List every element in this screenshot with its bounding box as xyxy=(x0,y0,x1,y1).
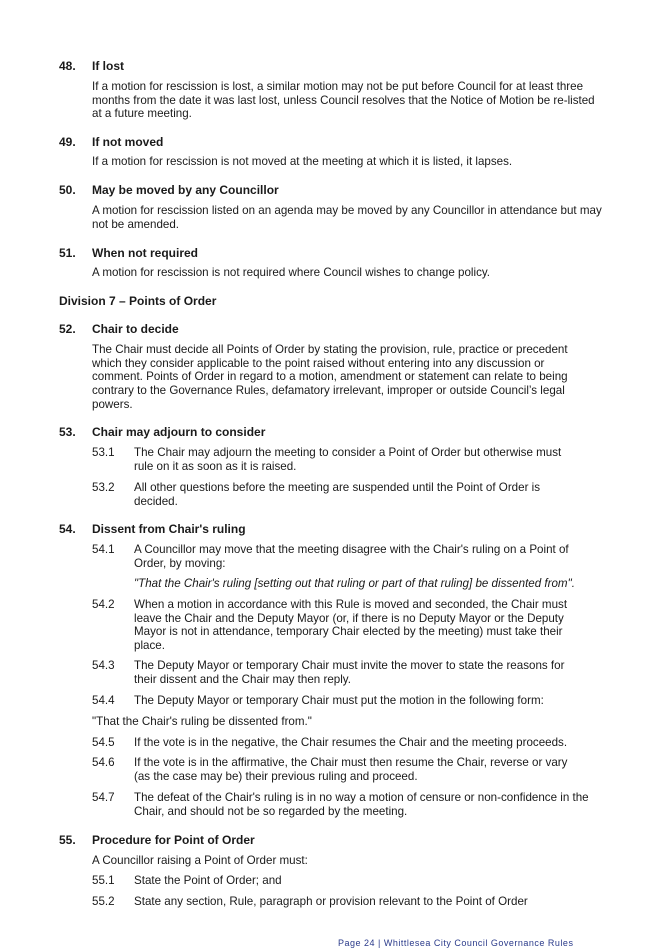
subrule-text: The defeat of the Chair's ruling is in no way a motion of censure or non-confidence in the Chair, and should not be so regarded by the meeting. xyxy=(134,791,589,818)
subrule-text: The Deputy Mayor or temporary Chair must invite the mover to state the reasons for their dissent and the Chair may then reply. xyxy=(134,659,565,686)
subrule-number: 53.1 xyxy=(92,446,115,459)
subrule-text: The Deputy Mayor or temporary Chair must put the motion in the following form: xyxy=(134,694,544,707)
rule-heading: If lost xyxy=(92,59,124,73)
rule-heading: If not moved xyxy=(92,135,164,149)
rule-heading: Chair may adjourn to consider xyxy=(92,425,266,439)
rule-text: If a motion for rescission is not moved at the meeting at which it is listed, it lapses. xyxy=(92,155,513,168)
rule-heading: Procedure for Point of Order xyxy=(92,833,255,847)
subrule-number: 54.3 xyxy=(92,659,115,672)
subrule-text: If the vote is in the negative, the Chair resumes the Chair and the meeting proceeds. xyxy=(134,736,568,749)
dissent-quote: "That the Chair's ruling [setting out that ruling or part of that ruling] be dissented from". xyxy=(134,577,575,590)
subrule-number: 54.7 xyxy=(92,791,115,804)
rule-number: 55. xyxy=(59,833,76,847)
division-heading: Division 7 – Points of Order xyxy=(59,294,217,308)
rule-text: A motion for rescission is not required where Council wishes to change policy. xyxy=(92,266,491,279)
rule-text: The Chair must decide all Points of Order by stating the provision, rule, practice or precedent which they consider applicable to the point raised without entering into any discussion or comment. Points of Order in regard to a motion, amendment or statement can relate to being contrary to the Governance Rules, defamatory irrelevant, improper or outside Council’s legal powers. xyxy=(92,343,568,411)
subrule-number: 54.1 xyxy=(92,543,115,556)
subrule-number: 54.4 xyxy=(92,694,115,707)
rule-text: A motion for rescission listed on an agenda may be moved by any Councillor in attendance but may not be amended. xyxy=(92,204,602,231)
rule-number: 54. xyxy=(59,522,76,536)
subrule-text: State the Point of Order; and xyxy=(134,874,282,887)
rule-number: 53. xyxy=(59,425,76,439)
subrule-number: 53.2 xyxy=(92,481,115,494)
subrule-number: 54.6 xyxy=(92,756,115,769)
rule-number: 49. xyxy=(59,135,76,149)
rule-number: 51. xyxy=(59,246,76,260)
rule-text: If a motion for rescission is lost, a similar motion may not be put before Council for at least three months from the date it was last lost, unless Council resolves that the Notice of Motion be re-listed at a future meeting. xyxy=(92,80,595,121)
rule-heading: Chair to decide xyxy=(92,322,179,336)
subrule-text: The Chair may adjourn the meeting to consider a Point of Order but otherwise must rule on it as soon as it is raised. xyxy=(134,446,562,473)
subrule-text: If the vote is in the affirmative, the Chair must then resume the Chair, reverse or vary (as the case may be) their previous ruling and proceed. xyxy=(134,756,568,783)
rule-number: 48. xyxy=(59,59,76,73)
motion-form-text: "That the Chair's ruling be dissented from." xyxy=(92,715,312,728)
page-footer: Page 24 | Whittlesea City Council Governance Rules xyxy=(338,938,574,948)
rule-intro: A Councillor raising a Point of Order must: xyxy=(92,854,308,867)
rule-number: 52. xyxy=(59,322,76,336)
rule-heading: When not required xyxy=(92,246,198,260)
subrule-text: State any section, Rule, paragraph or provision relevant to the Point of Order xyxy=(134,895,528,908)
subrule-number: 55.2 xyxy=(92,895,115,908)
subrule-number: 54.5 xyxy=(92,736,115,749)
subrule-text: All other questions before the meeting are suspended until the Point of Order is decided. xyxy=(134,481,541,508)
subrule-text: A Councillor may move that the meeting disagree with the Chair's ruling on a Point of Order, by moving: xyxy=(134,543,569,570)
rule-heading: May be moved by any Councillor xyxy=(92,183,279,197)
subrule-number: 55.1 xyxy=(92,874,115,887)
subrule-text: When a motion in accordance with this Rule is moved and seconded, the Chair must leave the Chair and the Deputy Mayor (or, if there is no Deputy Mayor or the Deputy Mayor is not in attendance, temporary Chair elected by the meeting) must take their place. xyxy=(134,598,568,653)
rule-heading: Dissent from Chair's ruling xyxy=(92,522,246,536)
subrule-number: 54.2 xyxy=(92,598,115,611)
rule-number: 50. xyxy=(59,183,76,197)
